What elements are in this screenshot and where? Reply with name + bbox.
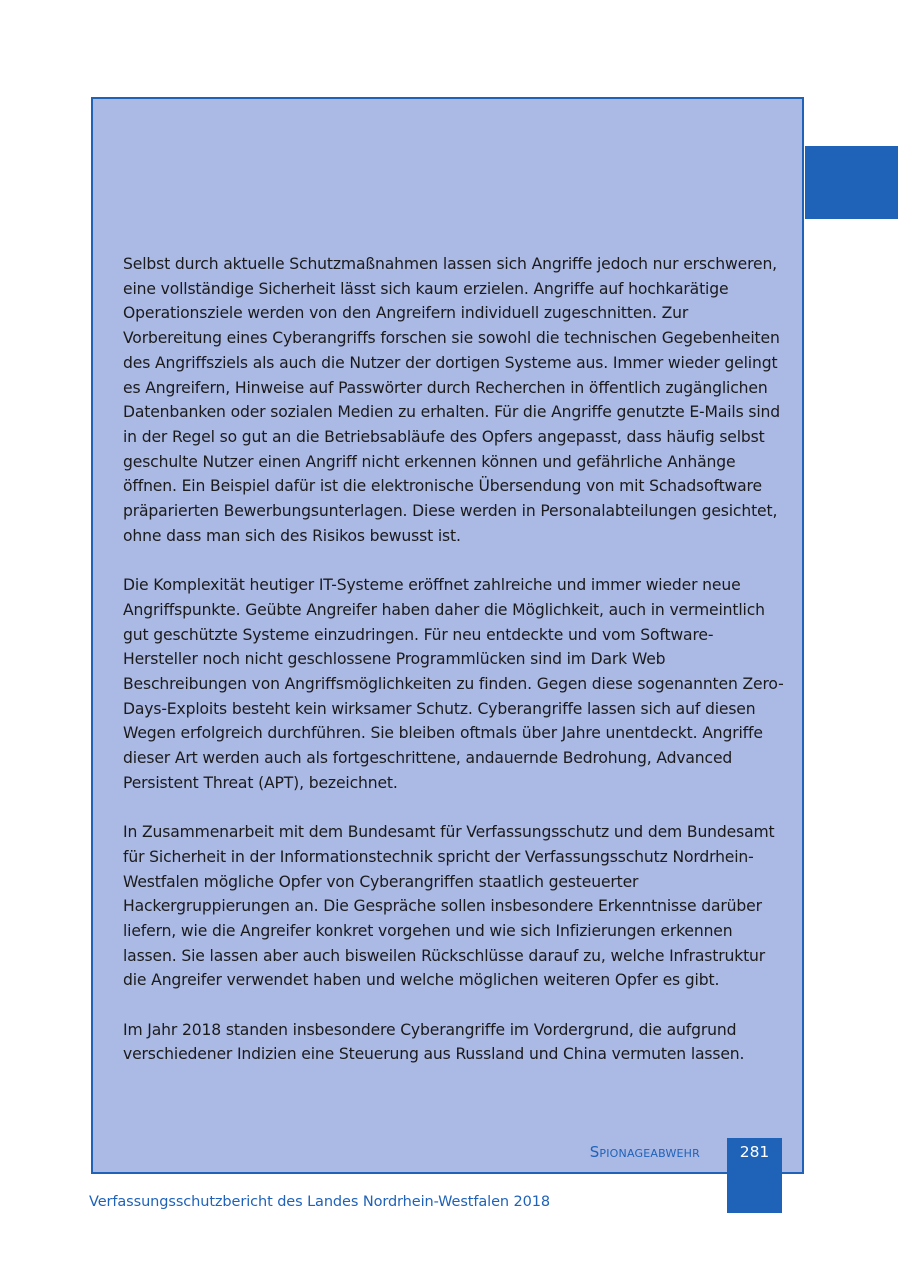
paragraph-4: Im Jahr 2018 standen insbesondere Cyberangriffe im Vordergrund, die aufgrund verschiedener Indizien eine Steuerung aus Russland und China vermuten lassen.: [123, 1020, 745, 1064]
paragraph-1: Selbst durch aktuelle Schutzmaßnahmen lassen sich Angriffe jedoch nur erschweren, eine vollständige Sicherheit lässt sich kaum erzielen. Angriffe auf hochkarätige Operationsziele werden von den Angreifern individuell zugeschnitten. Zur Vorbereitung eines Cyberangriffs forschen sie sowohl die technischen Gegebenheiten des Angriffsziels als auch die Nutzer der dortigen Systeme aus. Immer wieder gelingt es Angreifern, Hinweise auf Passwörter durch Recherchen in öffentlich zugänglichen Datenbanken oder sozialen Medien zu erhalten. Für die Angriffe genutzte E-Mails sind in der Regel so gut an die Betriebsabläufe des Opfers angepasst, dass häufig selbst geschulte Nutzer einen Angriff nicht erkennen können und gefährliche Anhänge öffnen. Ein Beispiel dafür ist die elektronische Übersendung von mit Schadsoftware präparierten Bewerbungsunterlagen. Diese werden in Personalabteilungen gesichtet, ohne dass man sich des Risikos bewusst ist.: [123, 255, 781, 545]
publication-title: Verfassungsschutzbericht des Landes Nordrhein-Westfalen 2018: [89, 1194, 551, 1210]
paragraph-2: Die Komplexität heutiger IT-Systeme eröffnet zahlreiche und immer wieder neue Angriffspunkte. Geübte Angreifer haben daher die Möglichkeit, auch in vermeintlich gut geschützte Systeme einzudringen. Für neu entdeckte und vom Software-Hersteller noch nicht geschlossene Programmlücken sind im Dark Web Beschreibungen von Angriffsmöglichkeiten zu finden. Gegen diese sogenannten Zero-Days-Exploits besteht kein wirksamer Schutz. Cyberangriffe lassen sich auf diesen Wegen erfolgreich durchführen. Sie bleiben oftmals über Jahre unentdeckt. Angriffe dieser Art werden auch als fortgeschrittene, andauernde Bedrohung, Advanced Persistent Threat (APT), bezeichnet.: [123, 576, 784, 792]
chapter-side-tab: [805, 146, 898, 219]
paragraph-3: In Zusammenarbeit mit dem Bundesamt für Verfassungsschutz und dem Bundesamt für Sicherheit in der Informationstechnik spricht der Verfassungsschutz Nordrhein-Westfalen mögliche Opfer von Cyberangriffen staatlich gesteuerter Hackergruppierungen an. Die Gespräche sollen insbesondere Erkenntnisse darüber liefern, wie die Angreifer konkret vorgehen und wie sich Infizierungen erkennen lassen. Sie lassen aber auch bisweilen Rückschlüsse darauf zu, welche Infrastruktur die Angreifer verwendet haben und welche möglichen weiteren Opfer es gibt.: [123, 823, 775, 990]
body-text: [123, 252, 785, 1092]
section-label: Spionageabwehr: [589, 1143, 700, 1161]
page-number: 281: [739, 1143, 770, 1161]
